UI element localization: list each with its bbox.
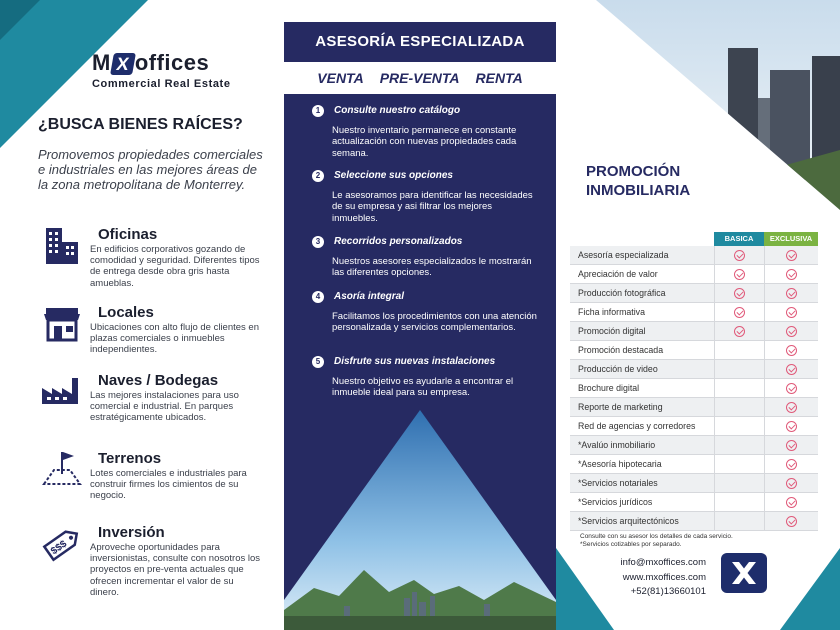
logo-tagline: Commercial Real Estate: [92, 78, 231, 90]
service-description: En edificios corporativos gozando de comodidad y seguridad. Diferentes tipos de entrega desde obra gris hasta amueblas.: [90, 244, 260, 289]
table-row: [570, 246, 818, 265]
service-title: Oficinas: [98, 226, 158, 243]
check-icon: [786, 288, 797, 299]
tab-venta: VENTA: [317, 70, 364, 86]
check-icon: [734, 288, 745, 299]
table-header: [570, 232, 818, 246]
cell-basica: [714, 417, 764, 436]
row-label: Reporte de marketing: [578, 402, 663, 412]
row-label: *Servicios arquitectónicos: [578, 516, 679, 526]
step-number: 4: [312, 291, 324, 303]
service-title: Locales: [98, 304, 154, 321]
services-comparison-table: [570, 232, 818, 531]
service-description: Ubicaciones con alto flujo de clientes en plazas comerciales o inmuebles independientes.: [90, 322, 259, 356]
check-icon: [786, 326, 797, 337]
cell-exclusiva: [764, 512, 818, 531]
cell-basica: [714, 265, 764, 284]
monterrey-skyline-photo: [284, 410, 556, 630]
brand-logo: [92, 52, 252, 90]
table-row: [570, 303, 818, 322]
logo-text-offices: offices: [134, 50, 210, 75]
cell-basica: [714, 322, 764, 341]
contact-email[interactable]: info@mxoffices.com: [620, 557, 706, 568]
footnote-line-1: Consulte con su asesor los detalles de cada servicio.: [580, 533, 733, 540]
table-row: [570, 493, 818, 512]
table-body: [570, 246, 818, 531]
contact-info: [596, 556, 706, 600]
middle-heading: ASESORÍA ESPECIALIZADA: [284, 22, 556, 62]
table-row: [570, 379, 818, 398]
service-description: Lotes comerciales e industriales para construir firmes los cimientos de su negocio.: [90, 468, 247, 502]
row-label: Promoción digital: [578, 326, 646, 336]
check-icon: [786, 307, 797, 318]
cell-basica: [714, 284, 764, 303]
cell-exclusiva: [764, 303, 818, 322]
check-icon: [786, 478, 797, 489]
check-icon: [786, 269, 797, 280]
step-text: Nuestro inventario permanece en constante actualización con nuevas propiedades cada semana.: [332, 125, 517, 159]
check-icon: [786, 250, 797, 261]
service-title: Naves / Bodegas: [98, 372, 219, 389]
contact-phone[interactable]: +52(81)13660101: [630, 586, 706, 597]
cell-exclusiva: [764, 455, 818, 474]
row-label: Producción de video: [578, 364, 658, 374]
cell-basica: [714, 455, 764, 474]
money-tag-icon: [40, 522, 84, 566]
cell-exclusiva: [764, 474, 818, 493]
office-building-icon: [40, 224, 84, 268]
row-label: *Avalúo inmobiliario: [578, 440, 656, 450]
cell-basica: [714, 398, 764, 417]
row-label: Red de agencias y corredores: [578, 421, 696, 431]
row-label: *Asesoría hipotecaria: [578, 459, 662, 469]
check-icon: [734, 326, 745, 337]
table-row: [570, 341, 818, 360]
cell-basica: [714, 246, 764, 265]
promo-heading: [586, 162, 690, 200]
middle-panel: [284, 0, 556, 630]
check-icon: [786, 364, 797, 375]
step-title: Recorridos personalizados: [334, 236, 463, 247]
row-label: Producción fotográfica: [578, 288, 666, 298]
factory-icon: [40, 370, 84, 414]
cell-basica: [714, 493, 764, 512]
step-text: Nuestro objetivo es ayudarle a encontrar el inmueble ideal para su empresa.: [332, 376, 514, 399]
check-icon: [734, 250, 745, 261]
cell-basica: [714, 303, 764, 322]
service-description: Las mejores instalaciones para uso comercial e industrial. En parques estratégicamente ubicados.: [90, 390, 239, 424]
cell-basica: [714, 341, 764, 360]
step-title: Disfrute sus nuevas instalaciones: [334, 356, 496, 367]
service-title: Terrenos: [98, 450, 162, 467]
cell-basica: [714, 379, 764, 398]
check-icon: [786, 440, 797, 451]
check-icon: [786, 345, 797, 356]
question-heading: ¿BUSCA BIENES RAÍCES?: [38, 116, 243, 133]
step-number: 1: [312, 105, 324, 117]
left-panel: [0, 0, 284, 630]
storefront-icon: [40, 302, 84, 346]
land-flag-icon: [40, 448, 84, 492]
row-label: Asesoría especializada: [578, 250, 669, 260]
cell-basica: [714, 474, 764, 493]
table-row: [570, 398, 818, 417]
check-icon: [734, 307, 745, 318]
step-number: 2: [312, 170, 324, 182]
cell-exclusiva: [764, 360, 818, 379]
cell-exclusiva: [764, 322, 818, 341]
logo-text-m: M: [92, 50, 111, 75]
row-label: *Servicios notariales: [578, 478, 658, 488]
tab-renta: RENTA: [475, 70, 523, 86]
check-icon: [786, 459, 797, 470]
step-number: 5: [312, 356, 324, 368]
cell-exclusiva: [764, 341, 818, 360]
promo-line-1: PROMOCIÓN: [586, 163, 681, 180]
table-row: [570, 284, 818, 303]
step-text: Facilitamos los procedimientos con una atención personalizada y servicios complementarios.: [332, 311, 537, 334]
cell-basica: [714, 436, 764, 455]
table-row: [570, 360, 818, 379]
teal-corner-triangle-decoration: [780, 548, 840, 630]
footnote-line-2: *Servicios cotizables por separado.: [580, 540, 682, 548]
step-title: Consulte nuestro catálogo: [334, 105, 461, 116]
cell-exclusiva: [764, 417, 818, 436]
intro-paragraph: Promovemos propiedades comerciales e industriales en las mejores áreas de la zona metropolitana de Monterrey.: [38, 147, 263, 192]
logo-x-mark: X: [110, 53, 136, 75]
contact-website[interactable]: www.mxoffices.com: [622, 571, 706, 583]
cell-exclusiva: [764, 436, 818, 455]
corner-triangle-dark-decoration: [0, 0, 40, 40]
table-row: [570, 322, 818, 341]
brand-x-mark-icon: [721, 553, 767, 593]
check-icon: [786, 516, 797, 527]
cell-exclusiva: [764, 246, 818, 265]
row-label: Apreciación de valor: [578, 269, 658, 279]
step-title: Asoría integral: [334, 291, 405, 302]
tab-pre-venta: PRE-VENTA: [379, 70, 460, 86]
table-row: [570, 436, 818, 455]
cell-exclusiva: [764, 493, 818, 512]
check-icon: [786, 497, 797, 508]
step-title: Seleccione sus opciones: [334, 170, 453, 181]
row-label: Brochure digital: [578, 383, 640, 393]
svg-text:$$$: $$$: [49, 538, 70, 558]
promo-line-2: INMOBILIARIA: [586, 182, 691, 199]
column-basica: BASICA: [714, 232, 764, 246]
row-label: *Servicios jurídicos: [578, 497, 653, 507]
table-row: [570, 455, 818, 474]
right-panel: [556, 0, 840, 630]
cell-exclusiva: [764, 379, 818, 398]
table-row: [570, 417, 818, 436]
cell-basica: [714, 512, 764, 531]
table-row: [570, 265, 818, 284]
row-label: Promoción destacada: [578, 345, 664, 355]
service-description: Aproveche oportunidades para inversionistas, consulte con nosotros los proyectos en pre-venta actuales que ofrecen incrementar el valor de su dinero.: [90, 542, 261, 598]
step-text: Le asesoramos para identificar las necesidades de su empresa y asi filtrar los mejores inmuebles.: [332, 190, 533, 224]
row-label: Ficha informativa: [578, 307, 645, 317]
column-exclusiva: EXCLUSIVA: [764, 232, 818, 246]
operation-types: [284, 62, 556, 94]
cell-exclusiva: [764, 398, 818, 417]
cell-exclusiva: [764, 284, 818, 303]
step-number: 3: [312, 236, 324, 248]
cell-basica: [714, 360, 764, 379]
check-icon: [786, 421, 797, 432]
table-row: [570, 474, 818, 493]
check-icon: [734, 269, 745, 280]
service-title: Inversión: [98, 524, 165, 541]
table-row: [570, 512, 818, 531]
check-icon: [786, 402, 797, 413]
check-icon: [786, 383, 797, 394]
cell-exclusiva: [764, 265, 818, 284]
table-footnote: [580, 533, 733, 548]
step-text: Nuestros asesores especializados le mostrarán las diferentes opciones.: [332, 256, 532, 279]
